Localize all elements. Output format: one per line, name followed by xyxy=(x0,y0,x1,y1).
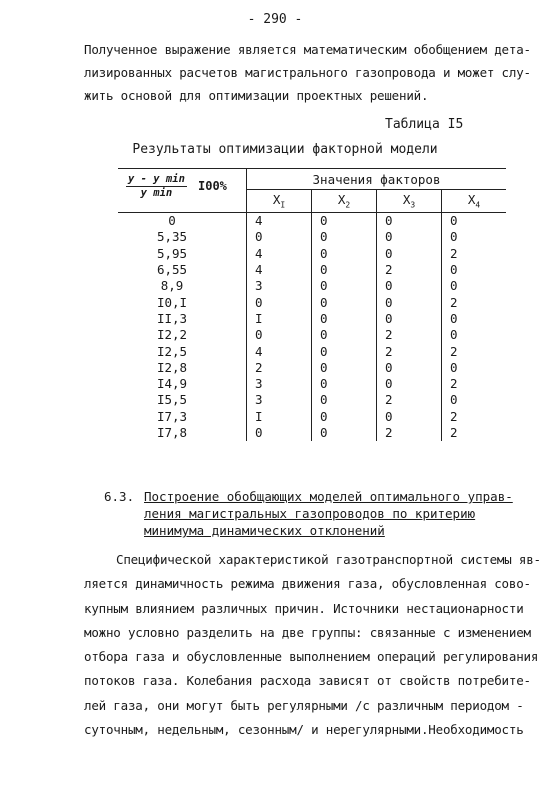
factor-header-x4: $X_4$ xyxy=(442,190,507,213)
factor-value-cell: 2 xyxy=(450,408,458,424)
factor-value-cell: 0 xyxy=(312,311,377,327)
table-row xyxy=(118,343,506,359)
factor-value-cell: 0 xyxy=(450,278,458,294)
factor-value-cell: 0 xyxy=(247,425,312,441)
table-row xyxy=(118,311,506,327)
factor-value-cell: 0 xyxy=(450,213,458,229)
body-line: потоков газа. Колебания расхода зависят от свойств потребите- xyxy=(84,673,531,689)
deviation-cell: 5,95 xyxy=(118,246,247,262)
table-row xyxy=(118,213,506,230)
table-row xyxy=(118,409,506,425)
factor-value-cell: 4 xyxy=(247,246,312,262)
deviation-cell: I7,3 xyxy=(118,409,247,425)
table-row xyxy=(118,246,506,262)
factor-value-cell: 0 xyxy=(312,327,377,343)
factor-value-cell: 0 xyxy=(377,409,442,425)
deviation-cell: I7,8 xyxy=(118,425,247,441)
factor-value-cell: 2 xyxy=(247,360,312,376)
factor-value-cell: 0 xyxy=(312,425,377,441)
factor-value-cell: 2 xyxy=(377,262,442,278)
results-table xyxy=(118,168,506,441)
deviation-header xyxy=(118,169,247,213)
factor-value-cell: 0 xyxy=(247,327,312,343)
factor-value-cell: 0 xyxy=(377,213,442,230)
factor-value-cell: 2 xyxy=(377,343,442,359)
intro-line: жить основой для оптимизации проектных решений. xyxy=(84,88,429,103)
factor-header-x3: $X_3$ xyxy=(377,190,442,213)
factor-value-cell: 4 xyxy=(247,213,312,230)
section-title-line: ления магистральных газопроводов по критерию xyxy=(144,506,476,521)
factor-group-header: Значения факторов xyxy=(247,169,507,190)
factor-value-cell: I xyxy=(247,409,312,425)
table-row xyxy=(118,376,506,392)
factor-value-cell: 0 xyxy=(450,392,458,408)
factor-value-cell: 0 xyxy=(312,213,377,230)
table-row xyxy=(118,392,506,408)
factor-value-cell: 3 xyxy=(247,278,312,294)
factor-value-cell: 0 xyxy=(450,262,458,278)
formula-denominator: y min xyxy=(140,187,173,199)
deviation-cell: I5,5 xyxy=(118,392,247,408)
intro-line: лизированных расчетов магистрального газопровода и может слу- xyxy=(84,65,531,80)
factor-value-cell: 4 xyxy=(247,262,312,278)
factor-value-cell: 2 xyxy=(450,425,458,440)
factor-value-cell: 0 xyxy=(450,310,458,326)
factor-value-cell: 0 xyxy=(247,294,312,310)
factor-value-cell: 0 xyxy=(247,229,312,245)
factor-value-cell: 0 xyxy=(312,229,377,245)
table-row xyxy=(118,425,506,441)
factor-value-cell: 0 xyxy=(450,229,458,245)
factor-value-cell: 2 xyxy=(377,425,442,441)
intro-line: Полученное выражение является математическим обобщением дета- xyxy=(84,42,531,57)
factor-value-cell: 2 xyxy=(450,294,458,310)
factor-value-cell: 0 xyxy=(377,246,442,262)
factor-value-cell: 0 xyxy=(377,294,442,310)
deviation-cell: 8,9 xyxy=(118,278,247,294)
factor-value-cell: 0 xyxy=(377,229,442,245)
table-row xyxy=(118,262,506,278)
table-caption: Результаты оптимизации факторной модели xyxy=(132,142,438,157)
body-line: можно условно разделить на две группы: связанные с изменением xyxy=(84,624,531,640)
table-row xyxy=(118,229,506,245)
deviation-cell: I0,I xyxy=(118,294,247,310)
body-paragraph xyxy=(84,548,541,742)
factor-value-cell: 0 xyxy=(312,376,377,392)
body-line: ляется динамичность режима движения газа, обусловленная сово- xyxy=(84,576,531,592)
factor-value-cell: 0 xyxy=(377,278,442,294)
formula-numerator: y - y min xyxy=(128,173,185,185)
deviation-cell: I2,8 xyxy=(118,360,247,376)
table-row xyxy=(118,278,506,294)
table-label: Таблица I5 xyxy=(385,117,464,132)
factor-value-cell: 2 xyxy=(377,327,442,343)
section-title-line: минимума динамических отклонений xyxy=(144,523,385,538)
table-row xyxy=(118,327,506,343)
factor-value-cell: 0 xyxy=(377,360,442,376)
body-line: отбора газа и обусловленные выполнением операций регулирования xyxy=(84,649,539,665)
factor-value-cell: 3 xyxy=(247,376,312,392)
factor-value-cell: 4 xyxy=(247,343,312,359)
factor-value-cell: 0 xyxy=(312,360,377,376)
factor-value-cell: 0 xyxy=(312,392,377,408)
factor-value-cell: 0 xyxy=(312,278,377,294)
deviation-formula xyxy=(126,173,187,200)
factor-value-cell: I xyxy=(247,311,312,327)
body-line: Специфической характеристикой газотранспортной системы яв- xyxy=(116,552,541,567)
formula-multiplier: I00% xyxy=(198,179,227,193)
section-title xyxy=(144,488,524,539)
factor-value-cell: 0 xyxy=(377,376,442,392)
page-number: - 290 - xyxy=(247,12,303,27)
factor-value-cell: 2 xyxy=(450,376,458,392)
factor-value-cell: 0 xyxy=(312,409,377,425)
deviation-cell: 0 xyxy=(118,213,247,230)
factor-value-cell: 0 xyxy=(312,294,377,310)
deviation-cell: I2,2 xyxy=(118,327,247,343)
deviation-cell: I4,9 xyxy=(118,376,247,392)
factor-value-cell: 3 xyxy=(247,392,312,408)
factor-value-cell: 0 xyxy=(377,311,442,327)
body-line: купным влиянием различных причин. Источники нестационарности xyxy=(84,600,524,616)
factor-value-cell: 0 xyxy=(312,343,377,359)
factor-value-cell: 2 xyxy=(450,245,458,261)
factor-value-cell: 2 xyxy=(450,343,458,359)
deviation-cell: 5,35 xyxy=(118,229,247,245)
intro-paragraph xyxy=(84,38,531,107)
deviation-cell: II,3 xyxy=(118,311,247,327)
table-row xyxy=(118,294,506,310)
factor-value-cell: 2 xyxy=(377,392,442,408)
deviation-cell: I2,5 xyxy=(118,343,247,359)
table-row xyxy=(118,360,506,376)
body-line: лей газа, они могут быть регулярными /с различным периодом - xyxy=(84,697,524,713)
factor-value-cell: 0 xyxy=(450,359,458,375)
factor-value-cell: 0 xyxy=(450,327,458,343)
section-title-line: Построение обобщающих моделей оптимального управ- xyxy=(144,489,513,504)
factor-header-x1: $X_I$ xyxy=(247,190,312,213)
factor-value-cell: 0 xyxy=(312,262,377,278)
factor-header-x2: $X_2$ xyxy=(312,190,377,213)
deviation-cell: 6,55 xyxy=(118,262,247,278)
section-number: 6.3. xyxy=(104,489,135,504)
body-line: суточным, недельным, сезонным/ и нерегулярными.Необходимость xyxy=(84,722,524,738)
factor-value-cell: 0 xyxy=(312,246,377,262)
